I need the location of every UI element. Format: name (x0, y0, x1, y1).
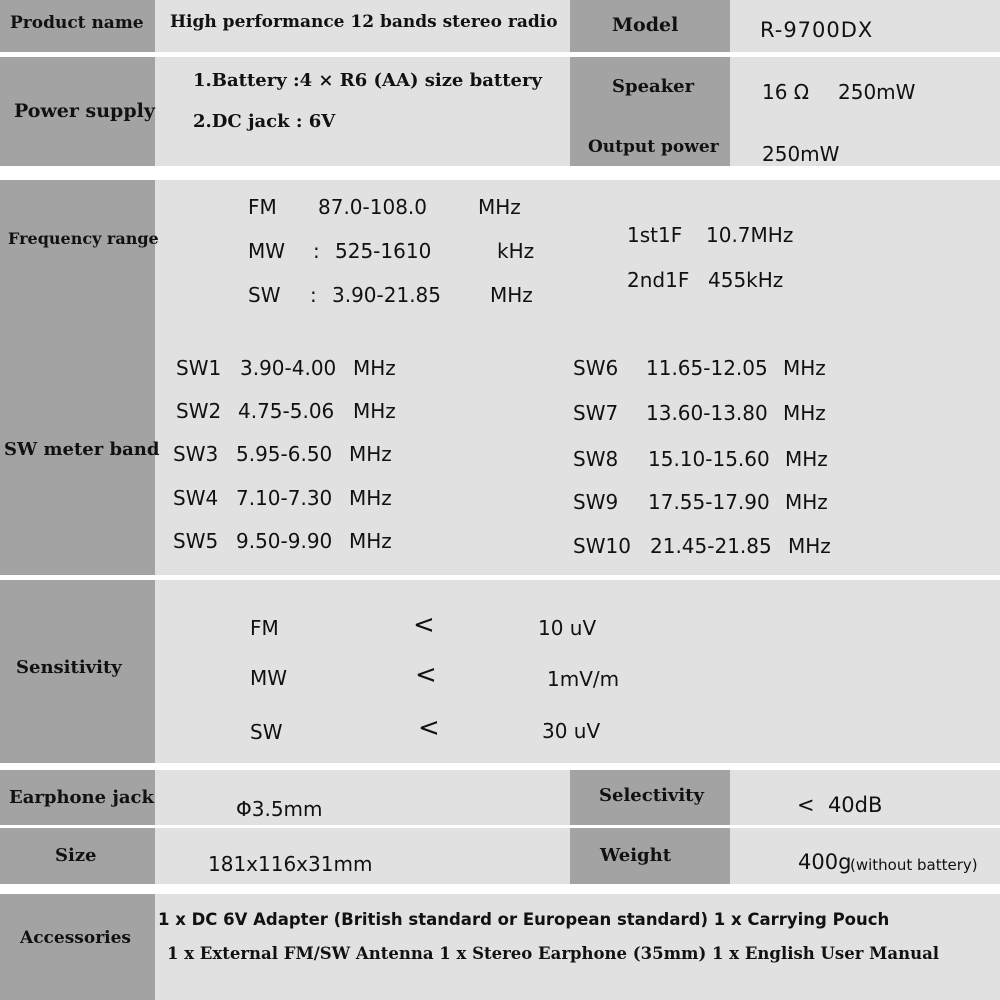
sw-range: 21.45-21.85 (650, 534, 772, 558)
speaker-label: Speaker (612, 76, 695, 97)
if-value-2: 455kHz (708, 268, 784, 292)
sw-unit: MHz (785, 490, 828, 514)
weight-label: Weight (600, 845, 672, 866)
sw-unit: MHz (783, 401, 826, 425)
sw-range: 4.75-5.06 (238, 399, 335, 423)
freq-unit-mw: kHz (497, 239, 535, 263)
sensitivity-band-sw: SW (250, 720, 283, 744)
sw-range: 15.10-15.60 (648, 447, 770, 471)
accessories-line2: 1 x External FM/SW Antenna 1 x Stereo Earphone (35mm) 1 x English User Manual (167, 944, 940, 963)
sw-name: SW2 (176, 399, 222, 423)
freq-unit-fm: MHz (478, 195, 521, 219)
sw-name: SW4 (173, 486, 219, 510)
power-supply-line2: 2.DC jack : 6V (193, 111, 336, 132)
sw-meter-band-label: SW meter band (4, 439, 160, 460)
sensitivity-op-mw: < (415, 660, 437, 690)
model-label: Model (612, 14, 679, 36)
earphone-jack-value: Φ3.5mm (236, 797, 323, 821)
freq-band-fm: FM (248, 195, 277, 219)
sensitivity-value-mw: 1mV/m (547, 667, 620, 691)
weight-note: (without battery) (850, 856, 978, 874)
earphone-jack-value-cell (155, 770, 570, 825)
selectivity-value: < 40dB (797, 793, 883, 817)
if-name-2: 2nd1F (627, 268, 690, 292)
freq-band-mw: MW (248, 239, 286, 263)
power-supply-label: Power supply (14, 100, 155, 122)
accessories-label: Accessories (20, 928, 131, 948)
size-label: Size (55, 845, 97, 866)
sensitivity-op-sw: < (418, 713, 440, 743)
sensitivity-op-fm: < (413, 610, 435, 640)
output-power-value: 250mW (762, 142, 840, 166)
sw-name: SW3 (173, 442, 219, 466)
accessories-line1: 1 x DC 6V Adapter (British standard or European standard) 1 x Carrying Pouch (158, 910, 890, 929)
product-name-value: High performance 12 bands stereo radio (170, 12, 558, 32)
sensitivity-value-sw: 30 uV (542, 719, 601, 743)
freq-range-mw: 525-1610 (335, 239, 432, 263)
sw-name: SW6 (573, 356, 619, 380)
freq-range-fm: 87.0-108.0 (318, 195, 428, 219)
output-power-label: Output power (588, 137, 719, 157)
sw-name: SW9 (573, 490, 619, 514)
weight-value: 400g (798, 850, 852, 874)
sw-name: SW10 (573, 534, 631, 558)
sw-unit: MHz (785, 447, 828, 471)
model-value: R-9700DX (760, 18, 874, 42)
sw-name: SW1 (176, 356, 222, 380)
sw-range: 11.65-12.05 (646, 356, 768, 380)
if-name-1: 1st1F (627, 223, 683, 247)
speaker-impedance: 16 Ω (762, 80, 810, 104)
freq-unit-sw: MHz (490, 283, 533, 307)
size-value: 181x116x31mm (208, 852, 373, 876)
earphone-jack-label: Earphone jack (9, 787, 154, 808)
sensitivity-value-fm: 10 uV (538, 616, 597, 640)
sw-name: SW7 (573, 401, 619, 425)
sw-range: 7.10-7.30 (236, 486, 333, 510)
sensitivity-label: Sensitivity (16, 657, 122, 678)
sw-unit: MHz (349, 442, 392, 466)
product-name-label: Product name (10, 13, 144, 33)
sw-range: 5.95-6.50 (236, 442, 333, 466)
sw-name: SW5 (173, 529, 219, 553)
power-supply-line1: 1.Battery :4 × R6 (AA) size battery (193, 70, 542, 91)
sw-unit: MHz (349, 486, 392, 510)
sw-name: SW8 (573, 447, 619, 471)
sw-range: 3.90-4.00 (240, 356, 337, 380)
freq-sep-sw: : (310, 283, 317, 307)
sw-range: 9.50-9.90 (236, 529, 333, 553)
sw-unit: MHz (353, 356, 396, 380)
frequency-range-label: Frequency range (8, 229, 159, 248)
speaker-power: 250mW (838, 80, 916, 104)
sw-unit: MHz (788, 534, 831, 558)
sw-unit: MHz (349, 529, 392, 553)
sw-range: 13.60-13.80 (646, 401, 768, 425)
freq-range-sw: 3.90-21.85 (332, 283, 442, 307)
freq-band-sw: SW (248, 283, 281, 307)
if-value-1: 10.7MHz (706, 223, 794, 247)
sensitivity-band-mw: MW (250, 666, 288, 690)
sw-unit: MHz (783, 356, 826, 380)
selectivity-label: Selectivity (599, 785, 704, 806)
sw-range: 17.55-17.90 (648, 490, 770, 514)
sw-unit: MHz (353, 399, 396, 423)
sensitivity-band-fm: FM (250, 616, 279, 640)
freq-sep-mw: : (313, 239, 320, 263)
